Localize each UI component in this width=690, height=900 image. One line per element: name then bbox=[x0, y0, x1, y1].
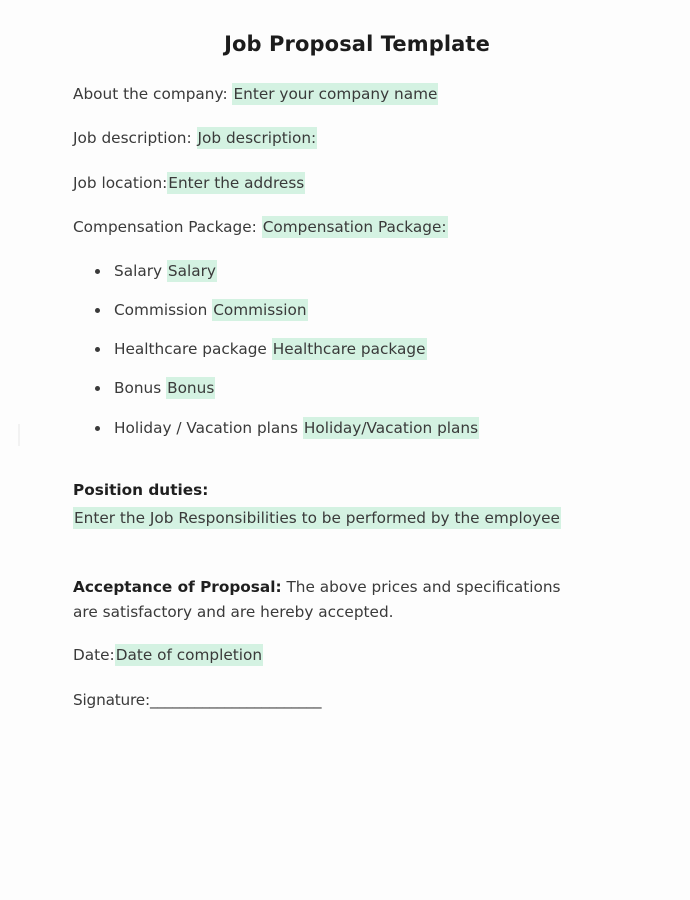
field-compensation-package bbox=[73, 216, 650, 238]
field-about-the-company bbox=[73, 83, 650, 105]
scan-artifact bbox=[18, 424, 20, 446]
signature-field bbox=[73, 689, 650, 711]
list-item bbox=[73, 260, 650, 282]
list-item bbox=[73, 417, 650, 439]
field-job-description bbox=[73, 127, 650, 149]
list-item-placeholder[interactable]: Healthcare package bbox=[272, 340, 426, 359]
acceptance-of-proposal bbox=[73, 575, 573, 625]
field-job-location bbox=[73, 172, 650, 194]
field-label: About the company: bbox=[73, 85, 233, 104]
list-item-label: Commission bbox=[114, 301, 213, 320]
field-label: Compensation Package: bbox=[73, 217, 262, 236]
section-spacer bbox=[73, 456, 650, 479]
section-heading-text: Position duties: bbox=[73, 480, 209, 499]
list-item-label: Salary bbox=[114, 261, 167, 280]
list-item-placeholder[interactable]: Commission bbox=[213, 301, 307, 320]
field-placeholder[interactable]: Enter your company name bbox=[233, 85, 438, 104]
acceptance-label: Acceptance of Proposal: bbox=[73, 578, 282, 597]
date-placeholder[interactable]: Date of completion bbox=[115, 645, 263, 664]
position-duties-heading bbox=[73, 479, 650, 501]
field-label: Job description: bbox=[73, 129, 197, 148]
field-label: Job location: bbox=[73, 173, 168, 192]
compensation-list bbox=[73, 260, 650, 439]
list-item-label: Healthcare package bbox=[114, 340, 272, 359]
list-item bbox=[73, 377, 650, 399]
field-placeholder[interactable]: Enter the address bbox=[168, 173, 305, 192]
list-item bbox=[73, 338, 650, 360]
list-item-placeholder[interactable]: Bonus bbox=[167, 379, 215, 398]
date-label: Date: bbox=[73, 645, 115, 664]
list-item-placeholder[interactable]: Salary bbox=[167, 261, 216, 280]
page-title: Job Proposal Template bbox=[224, 32, 490, 56]
section-spacer bbox=[73, 529, 650, 552]
acceptance-text: The above prices and specifications are satisfactory and are hereby accepted. bbox=[73, 578, 561, 621]
field-placeholder[interactable]: Compensation Package: bbox=[262, 217, 447, 236]
date-field bbox=[73, 644, 650, 666]
list-item bbox=[73, 299, 650, 321]
list-item-label: Holiday / Vacation plans bbox=[114, 418, 303, 437]
section-spacer bbox=[73, 552, 650, 575]
document-body bbox=[0, 83, 690, 711]
list-item-label: Bonus bbox=[114, 379, 167, 398]
position-duties-field bbox=[73, 507, 650, 529]
signature-label: Signature: bbox=[73, 690, 150, 709]
signature-rule[interactable]: _______________________ bbox=[149, 690, 322, 709]
position-duties-placeholder[interactable]: Enter the Job Responsibilities to be performed by the employee bbox=[74, 508, 560, 527]
list-item-placeholder[interactable]: Holiday/Vacation plans bbox=[303, 418, 479, 437]
field-placeholder[interactable]: Job description: bbox=[197, 129, 317, 148]
